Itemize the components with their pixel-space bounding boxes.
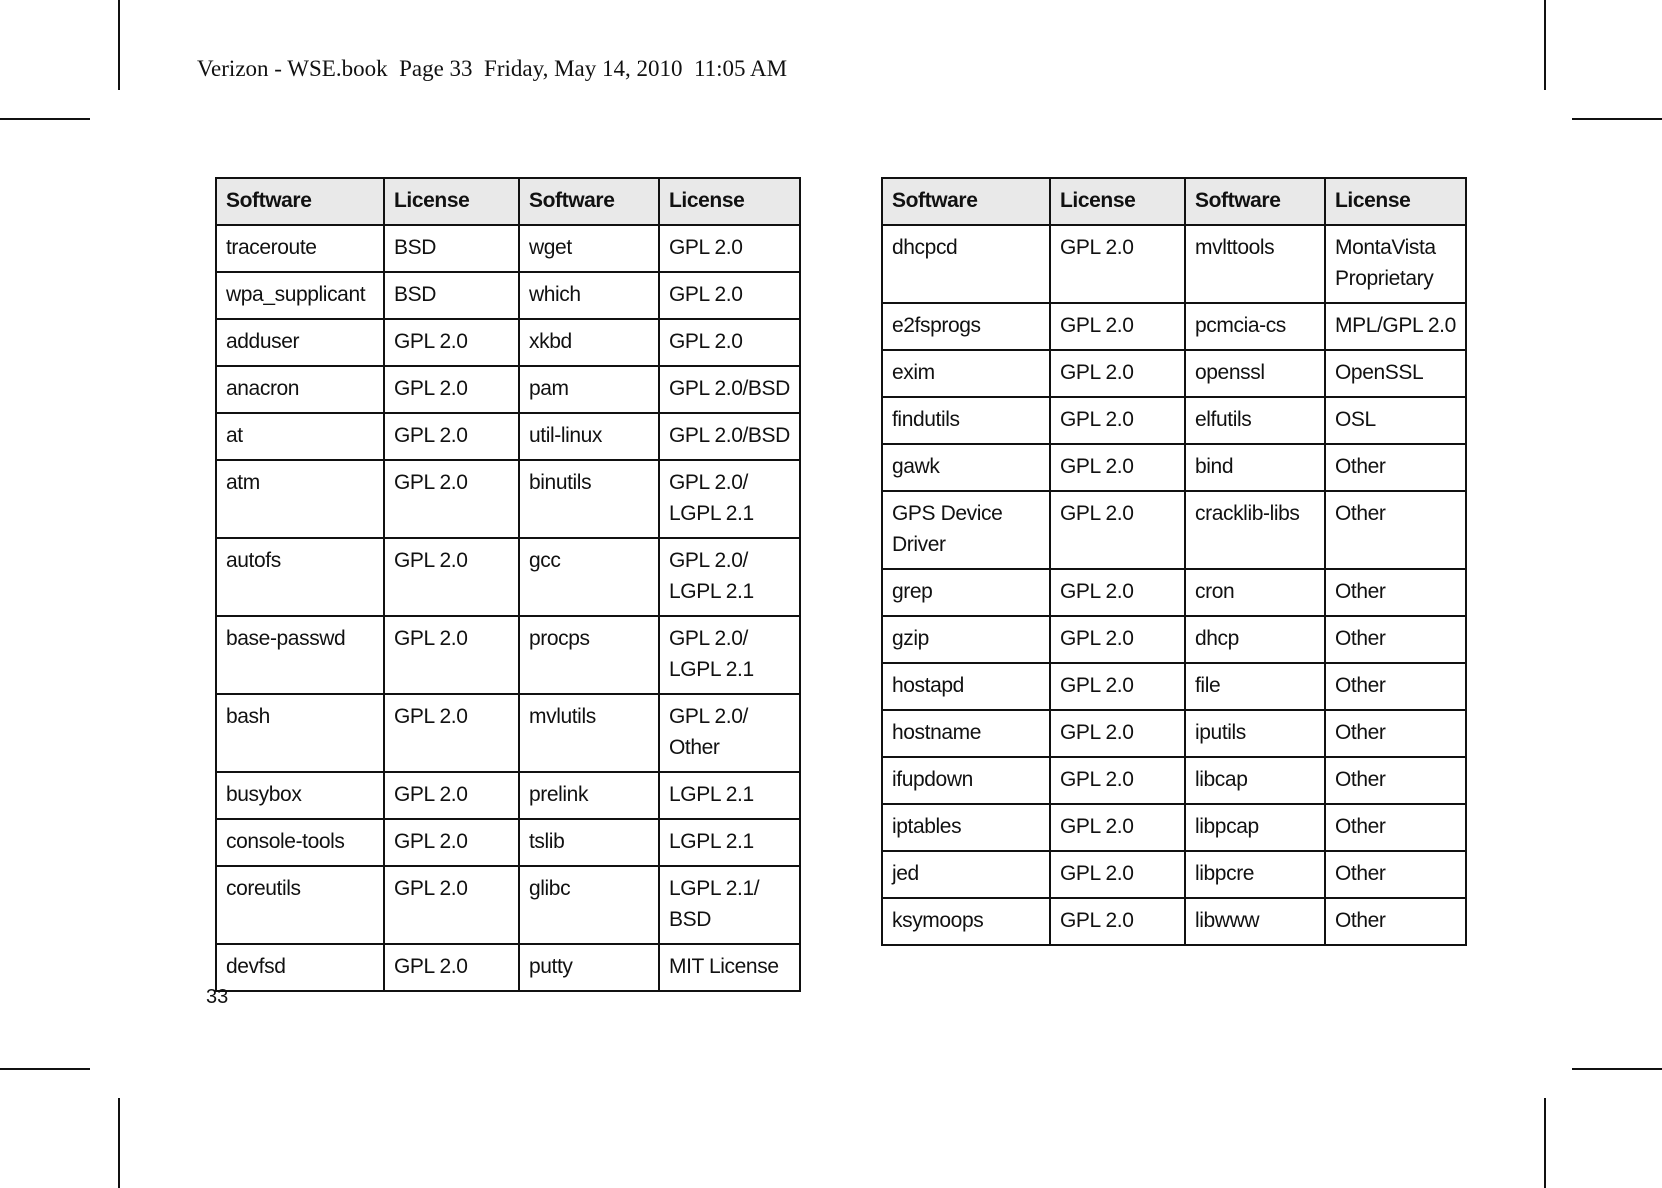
software-cell: putty bbox=[519, 944, 659, 991]
software-cell: dhcpcd bbox=[882, 225, 1050, 303]
table-row bbox=[216, 272, 800, 319]
license-cell: GPL 2.0/BSD bbox=[659, 366, 800, 413]
software-cell: libwww bbox=[1185, 898, 1325, 945]
license-cell: GPL 2.0 bbox=[1050, 710, 1185, 757]
software-cell: libcap bbox=[1185, 757, 1325, 804]
table-row bbox=[882, 303, 1466, 350]
software-cell: binutils bbox=[519, 460, 659, 538]
table-row bbox=[216, 460, 800, 538]
license-cell: MPL/GPL 2.0 bbox=[1325, 303, 1466, 350]
table-row bbox=[882, 397, 1466, 444]
table-body bbox=[216, 225, 800, 991]
software-cell: autofs bbox=[216, 538, 384, 616]
software-cell: devfsd bbox=[216, 944, 384, 991]
software-cell: e2fsprogs bbox=[882, 303, 1050, 350]
software-cell: gzip bbox=[882, 616, 1050, 663]
license-cell: GPL 2.0/ LGPL 2.1 bbox=[659, 616, 800, 694]
software-cell: file bbox=[1185, 663, 1325, 710]
license-cell: GPL 2.0/ LGPL 2.1 bbox=[659, 460, 800, 538]
license-cell: GPL 2.0 bbox=[384, 460, 519, 538]
page-number: 33 bbox=[206, 986, 229, 1008]
software-cell: bash bbox=[216, 694, 384, 772]
software-cell: xkbd bbox=[519, 319, 659, 366]
table-header-row bbox=[882, 178, 1466, 225]
software-cell: ksymoops bbox=[882, 898, 1050, 945]
table-row bbox=[216, 366, 800, 413]
software-cell: dhcp bbox=[1185, 616, 1325, 663]
crop-line bbox=[118, 1098, 120, 1188]
software-cell: elfutils bbox=[1185, 397, 1325, 444]
table-row bbox=[216, 319, 800, 366]
crop-line bbox=[1544, 1098, 1546, 1188]
license-cell: GPL 2.0 bbox=[384, 866, 519, 944]
license-cell: LGPL 2.1/ BSD bbox=[659, 866, 800, 944]
license-cell: Other bbox=[1325, 757, 1466, 804]
software-cell: atm bbox=[216, 460, 384, 538]
license-cell: Other bbox=[1325, 616, 1466, 663]
license-table-right bbox=[881, 177, 1467, 946]
table-row bbox=[882, 444, 1466, 491]
software-cell: iputils bbox=[1185, 710, 1325, 757]
table-row bbox=[882, 569, 1466, 616]
column-header-license: License bbox=[1325, 178, 1466, 225]
license-cell: Other bbox=[1325, 851, 1466, 898]
software-cell: traceroute bbox=[216, 225, 384, 272]
license-cell: GPL 2.0 bbox=[1050, 444, 1185, 491]
software-cell: GPS Device Driver bbox=[882, 491, 1050, 569]
software-cell: procps bbox=[519, 616, 659, 694]
software-cell: gcc bbox=[519, 538, 659, 616]
software-cell: libpcap bbox=[1185, 804, 1325, 851]
software-cell: mvlttools bbox=[1185, 225, 1325, 303]
license-cell: MontaVista Proprietary bbox=[1325, 225, 1466, 303]
registration-crosshair-icon bbox=[0, 0, 1, 1]
crop-line bbox=[1572, 1068, 1662, 1070]
table-row bbox=[216, 225, 800, 272]
crop-line bbox=[1572, 118, 1662, 120]
license-cell: GPL 2.0 bbox=[1050, 303, 1185, 350]
table-row bbox=[882, 851, 1466, 898]
column-header-license: License bbox=[1050, 178, 1185, 225]
license-cell: Other bbox=[1325, 491, 1466, 569]
software-cell: cron bbox=[1185, 569, 1325, 616]
software-cell: console-tools bbox=[216, 819, 384, 866]
crop-line bbox=[118, 0, 120, 90]
table-row bbox=[882, 710, 1466, 757]
software-cell: iptables bbox=[882, 804, 1050, 851]
software-cell: tslib bbox=[519, 819, 659, 866]
table-row bbox=[216, 772, 800, 819]
table-row bbox=[216, 819, 800, 866]
crop-line bbox=[1544, 0, 1546, 90]
table-row bbox=[882, 491, 1466, 569]
software-cell: base-passwd bbox=[216, 616, 384, 694]
table-row bbox=[882, 757, 1466, 804]
license-cell: GPL 2.0 bbox=[384, 694, 519, 772]
license-cell: LGPL 2.1 bbox=[659, 772, 800, 819]
table-row bbox=[216, 616, 800, 694]
license-cell: GPL 2.0 bbox=[1050, 898, 1185, 945]
license-cell: GPL 2.0 bbox=[1050, 225, 1185, 303]
software-cell: anacron bbox=[216, 366, 384, 413]
software-cell: libpcre bbox=[1185, 851, 1325, 898]
software-cell: pcmcia-cs bbox=[1185, 303, 1325, 350]
license-cell: GPL 2.0/ LGPL 2.1 bbox=[659, 538, 800, 616]
license-cell: BSD bbox=[384, 272, 519, 319]
license-cell: GPL 2.0 bbox=[659, 272, 800, 319]
license-cell: GPL 2.0 bbox=[384, 944, 519, 991]
license-cell: GPL 2.0 bbox=[384, 616, 519, 694]
table-row bbox=[216, 944, 800, 991]
license-cell: GPL 2.0 bbox=[384, 538, 519, 616]
table-row bbox=[216, 694, 800, 772]
license-table-left bbox=[215, 177, 801, 992]
license-cell: GPL 2.0 bbox=[659, 225, 800, 272]
license-cell: Other bbox=[1325, 710, 1466, 757]
license-cell: GPL 2.0 bbox=[1050, 757, 1185, 804]
software-cell: adduser bbox=[216, 319, 384, 366]
table-row bbox=[882, 663, 1466, 710]
software-cell: which bbox=[519, 272, 659, 319]
software-cell: jed bbox=[882, 851, 1050, 898]
software-cell: pam bbox=[519, 366, 659, 413]
license-cell: GPL 2.0 bbox=[1050, 491, 1185, 569]
license-cell: GPL 2.0 bbox=[659, 319, 800, 366]
license-cell: Other bbox=[1325, 569, 1466, 616]
license-cell: Other bbox=[1325, 804, 1466, 851]
software-cell: ifupdown bbox=[882, 757, 1050, 804]
software-cell: openssl bbox=[1185, 350, 1325, 397]
license-cell: GPL 2.0 bbox=[384, 413, 519, 460]
table-row bbox=[882, 804, 1466, 851]
license-cell: MIT License bbox=[659, 944, 800, 991]
license-cell: GPL 2.0 bbox=[1050, 616, 1185, 663]
license-cell: LGPL 2.1 bbox=[659, 819, 800, 866]
license-cell: GPL 2.0 bbox=[1050, 397, 1185, 444]
table-row bbox=[882, 225, 1466, 303]
license-cell: GPL 2.0 bbox=[1050, 663, 1185, 710]
license-cell: Other bbox=[1325, 663, 1466, 710]
column-header-software: Software bbox=[1185, 178, 1325, 225]
license-cell: OpenSSL bbox=[1325, 350, 1466, 397]
page-header: Verizon - WSE.book Page 33 Friday, May 14, 2010 11:05 AM bbox=[197, 56, 788, 81]
software-cell: grep bbox=[882, 569, 1050, 616]
software-cell: glibc bbox=[519, 866, 659, 944]
software-cell: hostname bbox=[882, 710, 1050, 757]
software-cell: coreutils bbox=[216, 866, 384, 944]
software-cell: prelink bbox=[519, 772, 659, 819]
crop-line bbox=[0, 118, 90, 120]
license-cell: GPL 2.0 bbox=[1050, 569, 1185, 616]
software-cell: cracklib-libs bbox=[1185, 491, 1325, 569]
license-cell: GPL 2.0 bbox=[384, 319, 519, 366]
software-cell: wpa_supplicant bbox=[216, 272, 384, 319]
table-header-row bbox=[216, 178, 800, 225]
license-cell: GPL 2.0/BSD bbox=[659, 413, 800, 460]
table-row bbox=[216, 866, 800, 944]
license-cell: GPL 2.0 bbox=[1050, 350, 1185, 397]
table-row bbox=[882, 898, 1466, 945]
software-cell: mvlutils bbox=[519, 694, 659, 772]
software-cell: gawk bbox=[882, 444, 1050, 491]
column-header-software: Software bbox=[216, 178, 384, 225]
column-header-software: Software bbox=[519, 178, 659, 225]
software-cell: findutils bbox=[882, 397, 1050, 444]
column-header-software: Software bbox=[882, 178, 1050, 225]
license-cell: GPL 2.0 bbox=[384, 366, 519, 413]
software-cell: exim bbox=[882, 350, 1050, 397]
table-row bbox=[882, 350, 1466, 397]
license-cell: BSD bbox=[384, 225, 519, 272]
table-row bbox=[216, 413, 800, 460]
license-cell: GPL 2.0/ Other bbox=[659, 694, 800, 772]
license-cell: OSL bbox=[1325, 397, 1466, 444]
license-cell: GPL 2.0 bbox=[1050, 804, 1185, 851]
column-header-license: License bbox=[659, 178, 800, 225]
software-cell: util-linux bbox=[519, 413, 659, 460]
software-cell: at bbox=[216, 413, 384, 460]
license-cell: Other bbox=[1325, 444, 1466, 491]
column-header-license: License bbox=[384, 178, 519, 225]
table-row bbox=[882, 616, 1466, 663]
software-cell: busybox bbox=[216, 772, 384, 819]
crop-line bbox=[0, 1068, 90, 1070]
table-body bbox=[882, 225, 1466, 945]
table-row bbox=[216, 538, 800, 616]
software-cell: bind bbox=[1185, 444, 1325, 491]
license-cell: GPL 2.0 bbox=[384, 819, 519, 866]
license-cell: GPL 2.0 bbox=[1050, 851, 1185, 898]
software-cell: wget bbox=[519, 225, 659, 272]
license-cell: GPL 2.0 bbox=[384, 772, 519, 819]
software-cell: hostapd bbox=[882, 663, 1050, 710]
license-cell: Other bbox=[1325, 898, 1466, 945]
